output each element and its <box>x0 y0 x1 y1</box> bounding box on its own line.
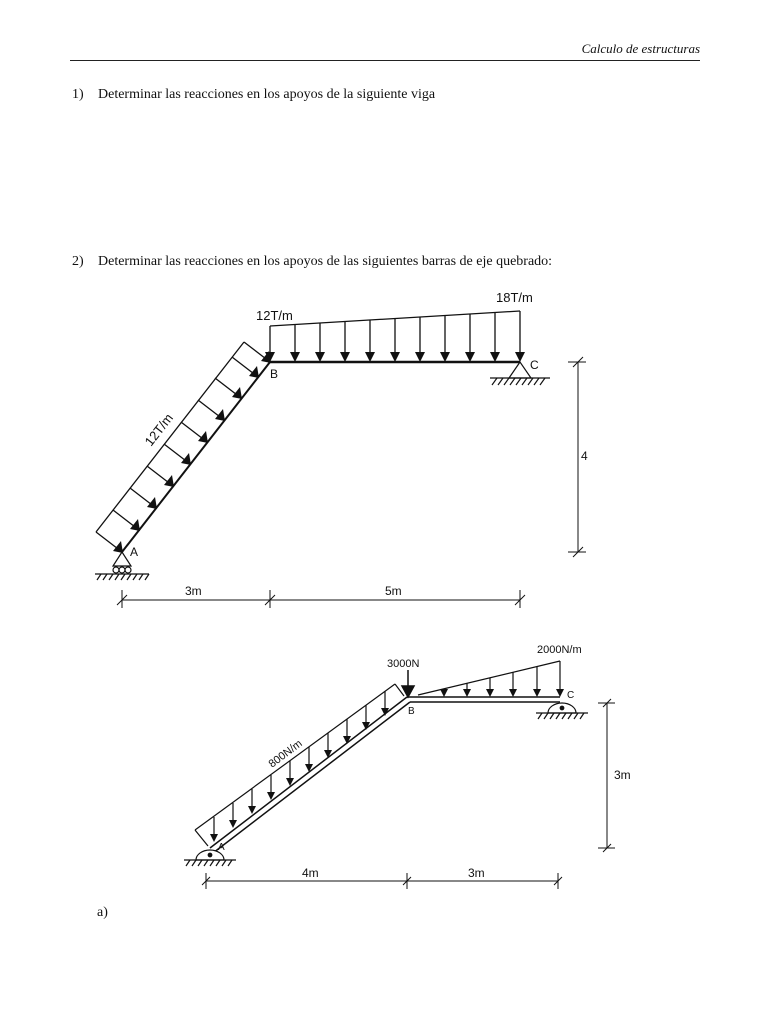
figure-2-members <box>210 697 560 853</box>
figure-2-support-a <box>184 850 236 866</box>
figure-1-node-b-label: B <box>270 367 279 381</box>
figure-1-inclined-member <box>122 362 270 552</box>
figure-1-load-inclined-label: 12T/m <box>141 410 177 449</box>
problem-1-text: Determinar las reacciones en los apoyos de la siguiente viga <box>98 87 436 102</box>
figure-1-frame <box>95 290 588 608</box>
problem-2-number: 2) <box>72 254 84 269</box>
figure-2-support-c <box>536 703 588 719</box>
figure-2-dim-height-label: 3m <box>614 768 631 782</box>
figure-2-load-inclined-label: 800N/m <box>266 737 305 771</box>
figure-1-support-c <box>490 362 550 385</box>
figure-2-dimensions <box>202 699 615 889</box>
figure-1-dim-left-label: 3m <box>185 584 202 598</box>
figure-2-dim-right-label: 3m <box>468 866 485 880</box>
figure-1-load-right-label: 18T/m <box>496 290 533 305</box>
figure-1-inclined-load-arrowheads <box>113 351 271 553</box>
figure-1-dim-height-label: 4 <box>581 449 588 463</box>
figure-2-inclined-load-arrowheads <box>210 708 389 842</box>
problem-2-text: Determinar las reacciones en los apoyos de las siguientes barras de eje quebrado: <box>98 254 553 269</box>
figure-2-point-load-label: 3000N <box>387 658 420 670</box>
problem-1-number: 1) <box>72 87 84 102</box>
figure-2-frame <box>184 644 631 889</box>
figure-1-dim-right-label: 5m <box>385 584 402 598</box>
figure-1-load-left-label: 12T/m <box>256 308 293 323</box>
figure-1-support-a <box>95 552 149 580</box>
figure-2-dim-left-label: 4m <box>302 866 319 880</box>
figure-1-horizontal-load-arrowheads <box>265 352 525 362</box>
figure-1-node-c-label: C <box>530 358 539 372</box>
figure-2-node-b-label: B <box>408 706 415 717</box>
figure-2-load-right-label: 2000N/m <box>537 644 582 656</box>
figure-2-horizontal-load-arrowheads <box>440 689 564 697</box>
figure-label-a: a) <box>97 905 108 920</box>
figure-2-point-load <box>402 670 414 697</box>
figure-2-node-c-label: C <box>567 690 575 701</box>
figure-1-node-a-label: A <box>130 545 139 559</box>
figure-1-dimensions <box>117 357 586 608</box>
header-title: Calculo de estructuras <box>581 41 700 56</box>
figure-2-inclined-load <box>195 684 404 846</box>
figure-2-node-a-label: A <box>218 842 225 853</box>
figure-1-inclined-load <box>96 342 270 552</box>
